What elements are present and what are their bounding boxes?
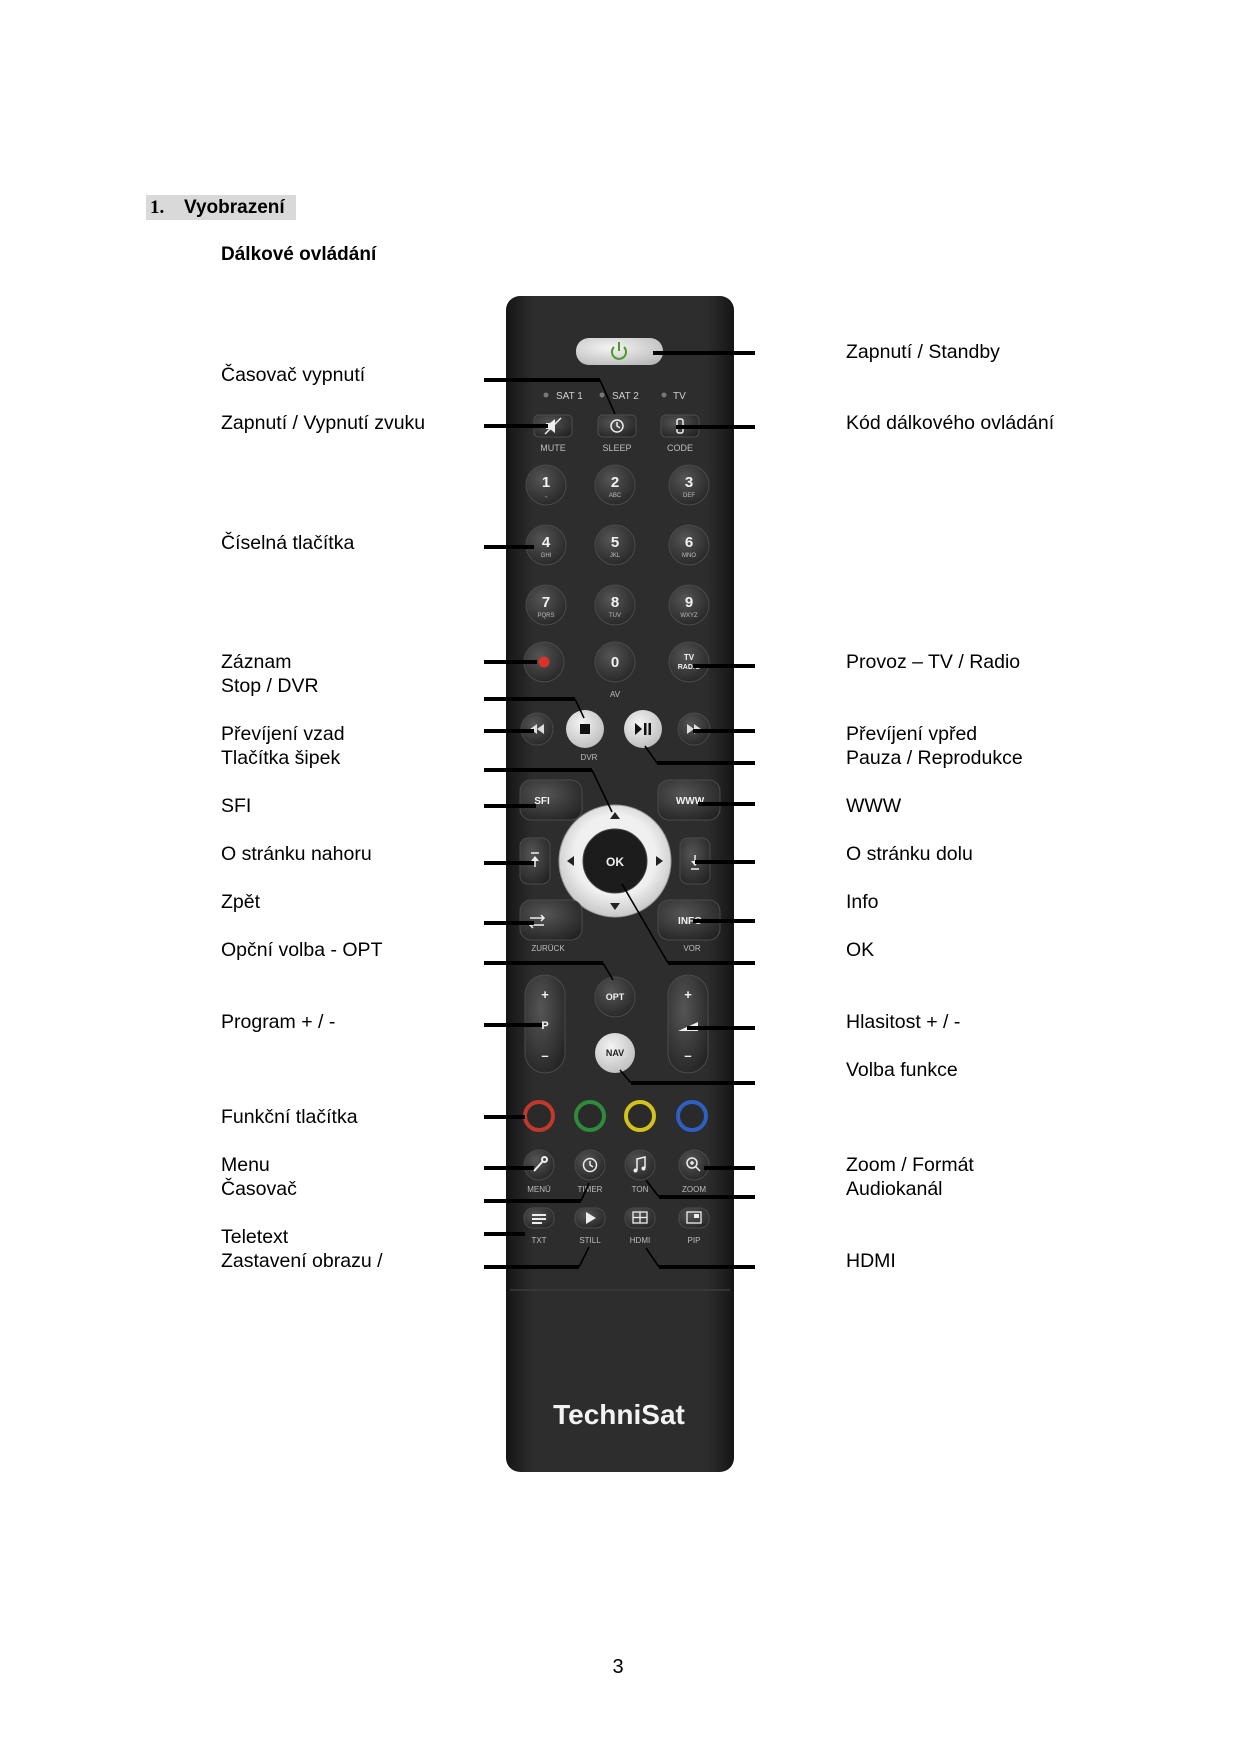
pip-label: PIP	[687, 1236, 701, 1245]
info-label: INFO	[678, 916, 702, 927]
digit-8: 8	[610, 594, 620, 611]
digit-4: 4	[541, 534, 551, 551]
label-standby: Zapnutí / Standby	[846, 341, 1000, 363]
led-sat2	[600, 393, 605, 398]
digit-5-letters: JKL	[609, 553, 621, 559]
label-arrow-keys: Tlačítka šipek	[221, 747, 341, 769]
digit-button-3	[669, 465, 709, 505]
label-timer: Časovač	[221, 1178, 297, 1200]
program-plus: +	[541, 987, 549, 1002]
led-tv-label: TV	[673, 391, 686, 402]
led-sat1	[544, 393, 549, 398]
label-pause-play: Pauza / Reprodukce	[846, 747, 1023, 769]
label-number-keys: Číselná tlačítka	[221, 532, 355, 554]
digit-7: 7	[541, 594, 551, 611]
yellow-key	[626, 1102, 654, 1130]
digit-3: 3	[684, 474, 694, 491]
label-sfi: SFI	[221, 795, 252, 817]
label-menu: Menu	[221, 1154, 270, 1176]
digit-0: 0	[610, 654, 620, 671]
digit-button-1	[526, 465, 566, 505]
led-sat1-label: SAT 1	[556, 391, 583, 402]
label-info: Info	[846, 891, 879, 913]
digit-7-letters: PQRS	[537, 613, 555, 619]
volume-minus: –	[684, 1048, 692, 1063]
section-subtitle: Dálkové ovládání	[221, 244, 377, 265]
tv-radio-button	[669, 642, 709, 682]
mute-label: MUTE	[540, 443, 566, 453]
www-button	[658, 780, 720, 820]
label-fast-forward: Převíjení vpřed	[846, 723, 978, 745]
ok-label: OK	[606, 855, 624, 869]
sleep-button	[598, 415, 636, 453]
digit-6: 6	[684, 534, 694, 551]
timer-label: TIMER	[577, 1185, 603, 1194]
label-teletext: Teletext	[221, 1226, 289, 1248]
section-number: 1.	[150, 197, 165, 218]
label-program: Program + / -	[221, 1011, 336, 1033]
label-page-down: O stránku dolu	[846, 843, 973, 865]
forward-label: VOR	[683, 944, 701, 953]
label-function-keys: Funkční tlačítka	[221, 1106, 358, 1128]
red-key	[525, 1102, 553, 1130]
www-label: WWW	[675, 796, 705, 807]
label-audio-channel: Audiokanál	[846, 1178, 943, 1200]
digit-button-2	[595, 465, 635, 505]
blue-key	[678, 1102, 706, 1130]
program-minus: –	[541, 1048, 549, 1063]
label-stop-dvr: Stop / DVR	[221, 675, 319, 697]
tv-label: TV	[683, 653, 695, 662]
digit-9-letters: WXYZ	[680, 613, 698, 619]
digit-button-5	[595, 525, 635, 565]
digit-button-8	[595, 585, 635, 625]
play-pause-button	[624, 710, 662, 748]
digit-3-letters: DEF	[683, 493, 695, 499]
audio-label: TON	[631, 1185, 649, 1194]
label-www: WWW	[846, 795, 902, 817]
zoom-label: ZOOM	[682, 1185, 706, 1194]
label-back: Zpět	[221, 891, 261, 913]
label-sleep-timer: Časovač vypnutí	[221, 364, 366, 386]
digit-6-letters: MNO	[682, 553, 696, 559]
digit-2: 2	[610, 474, 620, 491]
program-label: P	[541, 1020, 549, 1032]
digit-8-letters: TUV	[609, 613, 621, 619]
opt-button	[595, 977, 635, 1017]
radio-label: RADIO	[677, 664, 701, 671]
volume-plus: +	[684, 987, 692, 1002]
page-number: 3	[612, 1656, 624, 1678]
label-mute: Zapnutí / Vypnutí zvuku	[221, 412, 426, 434]
av-label: AV	[609, 690, 621, 699]
label-ok: OK	[846, 939, 875, 961]
led-tv	[662, 393, 667, 398]
digit-1: 1	[541, 474, 551, 491]
sfi-label: SFI	[534, 796, 550, 807]
label-hdmi: HDMI	[846, 1250, 896, 1272]
dvr-label: DVR	[580, 753, 598, 762]
led-sat2-label: SAT 2	[612, 391, 639, 402]
menu-label: MENÜ	[527, 1185, 551, 1194]
digit-button-9	[669, 585, 709, 625]
timer-button	[575, 1150, 605, 1194]
code-label: CODE	[666, 443, 694, 453]
zoom-button	[679, 1150, 709, 1194]
label-still: Zastavení obrazu /	[221, 1250, 383, 1272]
label-remote-code: Kód dálkového ovládání	[846, 412, 1055, 434]
digit-button-6	[669, 525, 709, 565]
ok-button	[583, 829, 647, 893]
volume-rocker	[668, 975, 708, 1073]
power-button	[576, 338, 663, 365]
label-rewind: Převíjení vzad	[221, 723, 345, 745]
opt-label: OPT	[605, 992, 625, 1002]
label-tv-radio: Provoz – TV / Radio	[846, 651, 1021, 673]
digit-1-letters: .,	[544, 493, 548, 499]
label-volume: Hlasitost + / -	[846, 1011, 961, 1033]
teletext-label: TXT	[531, 1236, 547, 1245]
stop-button	[566, 710, 604, 748]
digit-9: 9	[684, 594, 694, 611]
label-nav: Volba funkce	[846, 1059, 958, 1081]
label-record: Záznam	[221, 651, 292, 673]
stop-icon	[580, 724, 590, 734]
digit-button-7	[526, 585, 566, 625]
label-zoom: Zoom / Formát	[846, 1154, 974, 1176]
label-opt: Opční volba - OPT	[221, 939, 383, 961]
digit-5: 5	[610, 534, 620, 551]
nav-label: NAV	[605, 1048, 625, 1058]
hdmi-label: HDMI	[629, 1236, 651, 1245]
label-page-up: O stránku nahoru	[221, 843, 372, 865]
sleep-label: SLEEP	[602, 443, 632, 453]
digit-4-letters: GHI	[540, 553, 552, 559]
green-key	[576, 1102, 604, 1130]
record-dot-icon	[539, 657, 550, 668]
still-button	[575, 1208, 605, 1245]
section-title: Vyobrazení	[184, 197, 285, 218]
sfi-button	[520, 780, 582, 820]
nav-button	[595, 1033, 635, 1073]
back-label: ZURÜCK	[531, 944, 565, 953]
menu-button	[524, 1150, 554, 1194]
digit-2-letters: ABC	[608, 493, 622, 499]
brand-logo: TechniSat	[553, 1399, 685, 1430]
still-label: STILL	[579, 1236, 601, 1245]
